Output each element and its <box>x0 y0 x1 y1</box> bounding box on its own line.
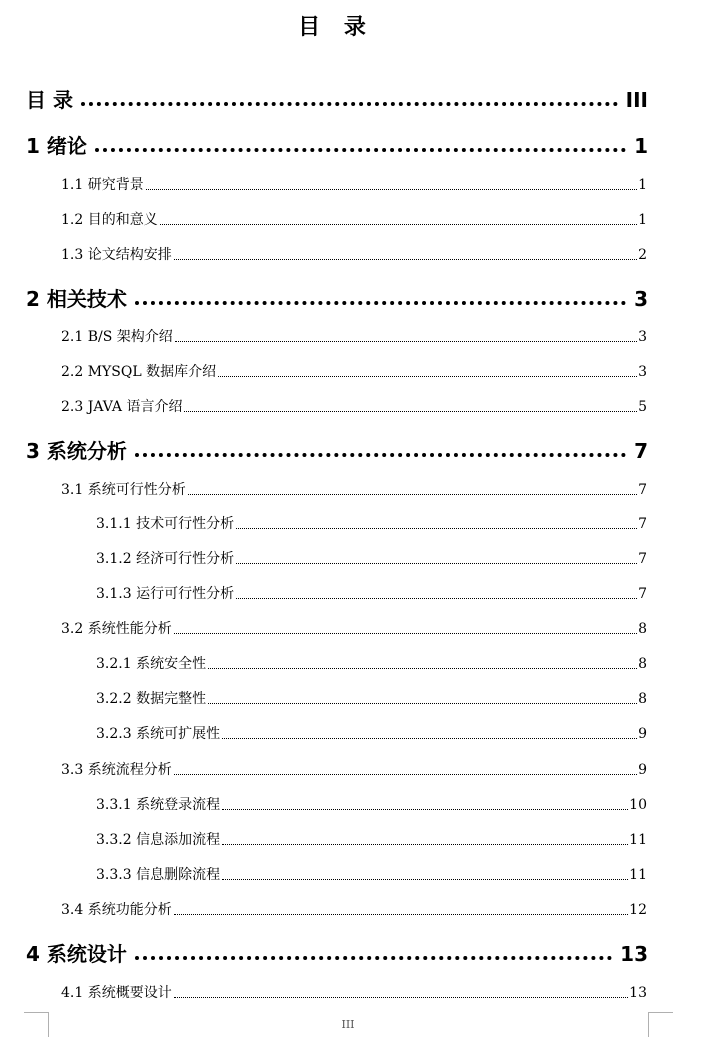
toc-entry-page: 8 <box>638 691 647 707</box>
toc-entry-label: 2.3 JAVA 语言介绍 <box>61 399 183 415</box>
toc-entry-page: 13 <box>629 985 647 1001</box>
footer-page-number: III <box>341 1018 355 1031</box>
toc-entry[interactable] <box>96 829 647 849</box>
toc-entry[interactable] <box>61 361 647 381</box>
toc-dot-leader <box>184 410 637 412</box>
toc-dot-leader <box>236 562 637 564</box>
toc-entry[interactable] <box>26 130 648 159</box>
toc-entry[interactable] <box>96 513 647 533</box>
toc-dot-leader <box>222 878 628 880</box>
toc-dot-leader <box>208 702 637 704</box>
toc-entry-label: 1.2 目的和意义 <box>61 212 158 228</box>
toc-entry[interactable] <box>61 174 647 194</box>
toc-entry[interactable] <box>26 435 648 464</box>
toc-entry-page: 8 <box>638 621 647 637</box>
toc-entry-label: 3.1.2 经济可行性分析 <box>96 551 235 567</box>
toc-entry-label: 2.1 B/S 架构介绍 <box>61 329 173 345</box>
toc-entry[interactable] <box>61 244 647 264</box>
toc-entry-label: 1.3 论文结构安排 <box>61 247 172 263</box>
toc-entry[interactable] <box>61 618 647 638</box>
toc-entry[interactable] <box>61 899 647 919</box>
toc-dot-leader <box>175 340 637 342</box>
toc-entry-label: 3.4 系统功能分析 <box>61 902 172 918</box>
toc-dot-leader <box>174 913 628 915</box>
toc-entry-page: 11 <box>629 867 647 883</box>
toc-dot-leader <box>188 493 637 495</box>
toc-entry-page: 5 <box>638 399 647 415</box>
toc-entry-label: 3.2.2 数据完整性 <box>96 691 207 707</box>
toc-entry-page: 1 <box>634 134 648 158</box>
toc-entry[interactable] <box>26 938 648 967</box>
toc-entry-page: 11 <box>629 832 647 848</box>
toc-entry-page: 1 <box>638 212 647 228</box>
toc-entry-label: 1.1 研究背景 <box>61 177 144 193</box>
toc-dot-leader <box>160 223 637 225</box>
toc-entry-label: 3.3 系统流程分析 <box>61 762 172 778</box>
toc-entry-label: 3.3.3 信息删除流程 <box>96 867 221 883</box>
toc-entry[interactable] <box>61 479 647 499</box>
toc-entry-label: 3.1.1 技术可行性分析 <box>96 516 235 532</box>
toc-entry-page: III <box>625 88 648 112</box>
toc-dot-leader <box>146 188 637 190</box>
toc-entry-page: 12 <box>629 902 647 918</box>
toc-entry[interactable] <box>96 583 647 603</box>
toc-entry-page: 7 <box>638 516 647 532</box>
toc-entry-label: 3.2.3 系统可扩展性 <box>96 726 221 742</box>
toc-entry[interactable] <box>61 396 647 416</box>
toc-entry-page: 3 <box>638 364 647 380</box>
toc-entry-label: 3.2 系统性能分析 <box>61 621 172 637</box>
toc-entry[interactable] <box>96 688 647 708</box>
toc-dot-leader <box>218 375 637 377</box>
toc-entry[interactable] <box>26 283 648 312</box>
toc-entry-page: 10 <box>629 797 647 813</box>
toc-dot-leader <box>95 147 626 152</box>
toc-entry-page: 8 <box>638 656 647 672</box>
toc-entry[interactable] <box>61 982 647 1002</box>
toc-entry-label: 3.1 系统可行性分析 <box>61 482 186 498</box>
toc-entry[interactable] <box>96 723 647 743</box>
toc-entry-label: 1 绪论 <box>26 134 87 158</box>
toc-entry-label: 3.1.3 运行可行性分析 <box>96 586 235 602</box>
toc-entry[interactable] <box>96 653 647 673</box>
toc-entry-page: 3 <box>638 329 647 345</box>
toc-entry-page: 2 <box>638 247 647 263</box>
toc-entry-label: 3.3.2 信息添加流程 <box>96 832 221 848</box>
toc-dot-leader <box>174 773 637 775</box>
toc-entry-label: 4.1 系统概要设计 <box>61 985 172 1001</box>
page-title: 目 录 <box>298 15 374 40</box>
toc-entry-page: 7 <box>634 439 648 463</box>
toc-dot-leader <box>236 597 637 599</box>
toc-entry[interactable] <box>61 759 647 779</box>
toc-entry-page: 3 <box>634 287 648 311</box>
toc-dot-leader <box>222 808 628 810</box>
toc-dot-leader <box>174 996 628 998</box>
toc-dot-leader <box>208 667 637 669</box>
toc-dot-leader <box>222 737 637 739</box>
toc-entry-label: 3 系统分析 <box>26 439 127 463</box>
toc-entry-label: 2.2 MYSQL 数据库介绍 <box>61 364 217 380</box>
toc-dot-leader <box>174 258 637 260</box>
toc-entry-label: 4 系统设计 <box>26 942 127 966</box>
toc-dot-leader <box>135 300 626 305</box>
toc-entry[interactable] <box>26 84 648 113</box>
toc-dot-leader <box>135 452 626 457</box>
toc-dot-leader <box>81 101 618 106</box>
toc-entry-page: 9 <box>638 762 647 778</box>
toc-entry[interactable] <box>61 209 647 229</box>
toc-entry-label: 目 录 <box>26 88 73 112</box>
toc-entry[interactable] <box>96 794 647 814</box>
toc-entry-label: 3.2.1 系统安全性 <box>96 656 207 672</box>
toc-dot-leader <box>236 527 637 529</box>
toc-entry-page: 1 <box>638 177 647 193</box>
toc-entry[interactable] <box>61 326 647 346</box>
toc-entry-page: 9 <box>638 726 647 742</box>
toc-dot-leader <box>222 843 628 845</box>
toc-dot-leader <box>174 632 637 634</box>
toc-dot-leader <box>135 955 612 960</box>
toc-entry-page: 7 <box>638 482 647 498</box>
toc-entry[interactable] <box>96 548 647 568</box>
toc-entry[interactable] <box>96 864 647 884</box>
toc-entry-label: 2 相关技术 <box>26 287 127 311</box>
toc-entry-page: 7 <box>638 551 647 567</box>
toc-entry-page: 7 <box>638 586 647 602</box>
toc-entry-label: 3.3.1 系统登录流程 <box>96 797 221 813</box>
toc-entry-page: 13 <box>620 942 648 966</box>
